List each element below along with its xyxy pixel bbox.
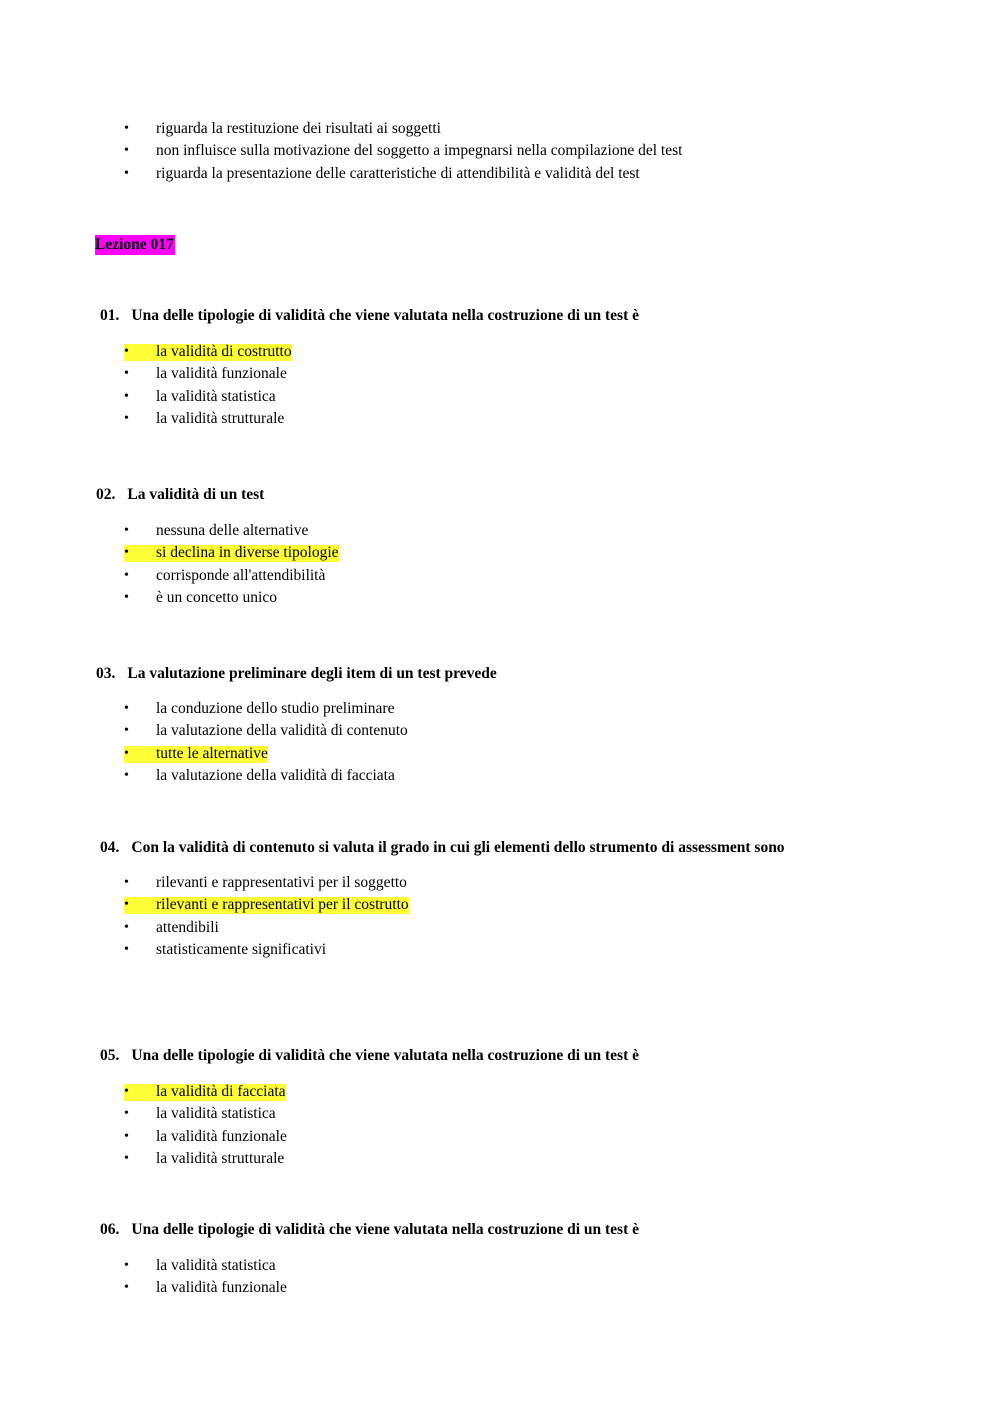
question-number: 03. xyxy=(96,665,116,682)
bullet-icon: • xyxy=(124,545,129,561)
lesson-title: Lezione 017 xyxy=(95,236,174,253)
question-number: 04. xyxy=(100,839,120,856)
question-text: Con la validità di contenuto si valuta il grado in cui gli elementi dello strumento di assessment sono xyxy=(131,839,785,856)
bullet-icon: • xyxy=(124,388,129,404)
bullet-icon: • xyxy=(124,745,129,761)
question-number: 05. xyxy=(100,1047,120,1064)
bullet-icon: • xyxy=(124,1258,129,1273)
question-heading xyxy=(96,485,264,505)
question-text: Una delle tipologie di validità che viene valutata nella costruzione di un test è xyxy=(131,1047,639,1064)
bullet-icon: • xyxy=(124,1280,129,1296)
answer-text: rilevanti e rappresentativi per il costrutto xyxy=(156,896,409,914)
bullet-icon: • xyxy=(124,701,129,716)
answer-text: corrisponde all'attendibilità xyxy=(156,566,326,584)
bullet-icon: • xyxy=(124,523,129,538)
question-text: La validità di un test xyxy=(127,486,265,503)
answer-text: non influisce sulla motivazione del soggetto a impegnarsi nella compilazione del test xyxy=(156,142,683,160)
bullet-icon: • xyxy=(124,567,129,583)
question-heading xyxy=(96,664,497,684)
bullet-icon: • xyxy=(124,165,129,181)
answer-text: la validità funzionale xyxy=(156,1279,287,1297)
answer-text: la validità funzionale xyxy=(156,365,287,383)
bullet-icon: • xyxy=(124,1150,129,1166)
question-heading xyxy=(100,306,639,326)
answer-text: la validità strutturale xyxy=(156,409,285,427)
question-heading xyxy=(100,838,785,858)
bullet-icon: • xyxy=(124,723,129,739)
bullet-icon: • xyxy=(124,143,129,159)
bullet-icon: • xyxy=(124,897,129,913)
answer-text: attendibili xyxy=(156,918,219,936)
bullet-icon: • xyxy=(124,1084,129,1099)
question-heading xyxy=(100,1046,639,1066)
question-text: Una delle tipologie di validità che viene valutata nella costruzione di un test è xyxy=(131,307,639,324)
answer-text: tutte le alternative xyxy=(156,744,268,762)
bullet-icon: • xyxy=(124,1128,129,1144)
answer-text: statisticamente significativi xyxy=(156,940,327,958)
question-number: 06. xyxy=(100,1221,120,1238)
answer-text: nessuna delle alternative xyxy=(156,522,309,539)
answer-text: la validità di facciata xyxy=(156,1083,286,1100)
question-number: 02. xyxy=(96,486,116,503)
bullet-icon: • xyxy=(124,1106,129,1122)
answer-text: la validità statistica xyxy=(156,1105,276,1123)
bullet-icon: • xyxy=(124,121,129,136)
question-text: La valutazione preliminare degli item di un test prevede xyxy=(127,665,497,682)
bullet-icon: • xyxy=(124,875,129,890)
question-number: 01. xyxy=(100,307,120,324)
answer-text: la valutazione della validità di facciata xyxy=(156,766,395,784)
bullet-icon: • xyxy=(124,410,129,426)
answer-text: la validità statistica xyxy=(156,387,276,405)
bullet-icon: • xyxy=(124,589,129,605)
answer-text: si declina in diverse tipologie xyxy=(156,544,339,562)
answer-text: la valutazione della validità di contenuto xyxy=(156,722,408,740)
answer-text: rilevanti e rappresentativi per il soggetto xyxy=(156,874,407,891)
bullet-icon: • xyxy=(124,767,129,783)
question-heading xyxy=(100,1220,639,1240)
answer-text: riguarda la restituzione dei risultati ai soggetti xyxy=(156,120,441,137)
answer-text: la validità di costrutto xyxy=(156,343,292,360)
bullet-icon: • xyxy=(124,366,129,382)
answer-text: la validità funzionale xyxy=(156,1127,287,1145)
bullet-icon: • xyxy=(124,941,129,957)
answer-text: la validità strutturale xyxy=(156,1149,285,1167)
question-text: Una delle tipologie di validità che viene valutata nella costruzione di un test è xyxy=(131,1221,639,1238)
bullet-icon: • xyxy=(124,344,129,359)
answer-text: riguarda la presentazione delle caratteristiche di attendibilità e validità del test xyxy=(156,164,640,182)
bullet-icon: • xyxy=(124,919,129,935)
answer-text: la conduzione dello studio preliminare xyxy=(156,700,395,717)
answer-text: la validità statistica xyxy=(156,1257,276,1274)
answer-text: è un concetto unico xyxy=(156,588,277,606)
